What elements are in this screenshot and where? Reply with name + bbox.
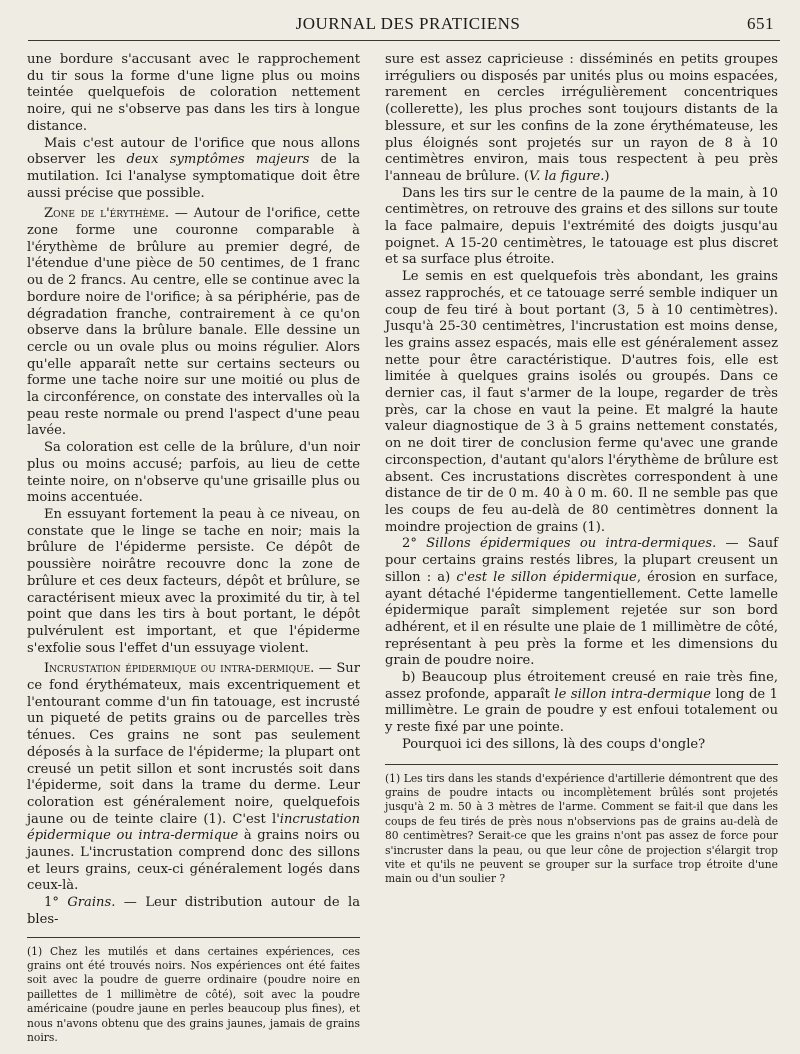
section-zone-erytheme: Zone de l'érythème. — Autour de l'orifice, cette zone forme une couronne comparable à l'érythème de brûlure au premier degré, de l'étendue d'une pièce de 50 centimes, de 1 franc ou de 2 francs. Au centre, elle se continue avec la bordure noire de l'orifice; à sa périphérie, pas de dégradation franche, contrairement à ce qu'on observe dans la brûlure banale. Elle dessine un cercle ou un ovale plus ou moins régulier. Alors qu'elle apparaît nette sur certains secteurs ou forme une tache noire sur une moitié ou plus de la circonférence, on constate des intervalles où la peau reste normale ou prend l'aspect d'une peau lavée. — [27, 206, 360, 439]
paragraph: une bordure s'accusant avec le rapprochement du tir sous la forme d'une ligne plus ou moins teintée quelquefois de coloration nettement noire, qui ne s'observe pas dans les tirs à longue distance. — [27, 52, 360, 134]
footnote-rule — [385, 764, 778, 765]
header-rule — [28, 40, 780, 41]
paragraph: Le semis en est quelquefois très abondant, les grains assez rapprochés, et ce tatouage serré semble indiquer un coup de feu tiré à bout portant (3, 5 à 10 centimètres). Jusqu'à 25-30 centimètres, l'incrustation est moins dense, les grains assez espacés, mais elle est généralement assez nette pour être caractéristique. D'autres fois, elle est limitée à quelques grains isolés ou groupés. Dans ce dernier cas, il faut s'armer de la loupe, regarder de très près, car la chose en vaut la peine. Et malgré la haute valeur diagnostique de 3 à 5 grains nettement constatés, on ne doit tirer de conclusion ferme qu'avec une grande circonspection, d'autant qu'alors l'érythème de brûlure est absent. Ces incrustations discrètes correspondent à une distance de tir de 0 m. 40 à 0 m. 60. Il ne semble pas que les coups de feu au-delà de 80 centimètres donnent la moindre projection de grains (1). — [385, 269, 778, 535]
section-incrustation: Incrustation épidermique ou intra-dermique. — Sur ce fond érythémateux, mais excentriquement et l'entourant comme d'un fin tatouage, est incrusté un piqueté de petits grains ou de parcelles très ténues. Ces grains ne sont pas seulement déposés à la surface de l'épiderme; la plupart ont creusé un petit sillon et sont incrustés soit dans l'épiderme, soit dans la trame du derme. Leur coloration est généralement noire, quelquefois jaune ou de teinte claire (1). C'est l'incrustation épidermique ou intra-dermique à grains noirs ou jaunes. L'incrustation comprend donc des sillons et leurs grains, ceux-ci généralement logés dans ceux-là. — [27, 661, 360, 894]
footnote: (1) Les tirs dans les stands d'expérience d'artillerie démontrent que des grains de poudre intacts ou incomplètement brûlés sont projetés jusqu'à 2 m. 50 à 3 mètres de l'arme. Comment se fait-il que dans les coups de feu tirés de près nous n'observions pas de grains au-delà de 80 centimètres? Serait-ce que les grains n'ont pas assez de force pour s'incruster dans la peau, ou que leur cône de projection s'élargit trop vite et qu'ils ne peuvent se grouper sur la surface trop étroite d'une main ou d'un soulier ? — [385, 771, 778, 886]
footnote: (1) Chez les mutilés et dans certaines expériences, ces grains ont été trouvés noirs. Nos expériences ont été faites soit avec la poudre de guerre ordinaire (poudre noire en paillettes de 1 millimètre de côté), soit avec la poudre américaine (poudre jaune en perles beaucoup plus fines), et nous n'avons obtenu que des grains jaunes, jamais de grains noirs. — [27, 944, 360, 1044]
footnote-rule — [27, 937, 360, 938]
paragraph: b) Beaucoup plus étroitement creusé en raie très fine, assez profonde, apparaît le sillon intra-dermique long de 1 millimètre. Le grain de poudre y est enfoui totalement ou y reste fixé par une pointe. — [385, 670, 778, 736]
section-heading: Zone de l'érythème. — [44, 206, 170, 222]
journal-title: JOURNAL DES PRATICIENS — [295, 14, 521, 33]
paragraph: Sa coloration est celle de la brûlure, d'un noir plus ou moins accusé; parfois, au lieu de cette teinte noire, on n'observe qu'une grisaille plus ou moins accentuée. — [27, 440, 360, 506]
right-column — [385, 52, 778, 887]
paragraph: Pourquoi ici des sillons, là des coups d'ongle? — [402, 736, 706, 752]
paragraph: En essuyant fortement la peau à ce niveau, on constate que le linge se tache en noir; mais la brûlure de l'épiderme persiste. Ce dépôt de poussière noirâtre recouvre donc la zone de brûlure et ces deux facteurs, dépôt et brûlure, se caractérisent mieux avec la proximité du tir, à tel point que dans les tirs à bout portant, le dépôt pulvérulent est important, et que l'épiderme s'exfolie sous l'effet d'un essuyage violent. — [27, 506, 360, 656]
section-sillons: 2° Sillons épidermiques ou intra-dermiques. — Sauf pour certains grains restés libres, la plupart creusent un sillon : a) c'est le sillon épidermique, érosion en surface, ayant détaché l'épiderme tangentiellement. Cette lamelle épidermique paraît simplement rejetée sur son bord adhérent, et il en résulte une plaie de 1 millimètre de côté, représentant à peu près la forme et les dimensions du grain de poudre noire. — [385, 536, 778, 669]
paragraph: sure est assez capricieuse : disséminés en petits groupes irréguliers ou disposés par unités plus ou moins espacées, rarement en cercles irrégulièrement concentriques (collerette), les plus proches sont toujours distants de la blessure, et sur les confins de la zone érythémateuse, les plus éloignés sont projetés sur un rayon de 8 à 10 centimètres environ, mais tous respectent à peu près l'anneau de brûlure. (V. la figure.) — [385, 52, 778, 184]
section-heading: Incrustation épidermique ou intra-dermique. — [44, 661, 315, 677]
running-header — [28, 14, 788, 36]
paragraph: Dans les tirs sur le centre de la paume de la main, à 10 centimètres, on retrouve des grains et des sillons sur toute la face palmaire, depuis l'extrémité des doigts jusqu'au poignet. A 15-20 centimètres, le tatouage est plus discret et sa surface plus étroite. — [385, 185, 778, 268]
page-number: 651 — [747, 14, 774, 33]
left-column — [27, 52, 360, 1045]
paragraph: Mais c'est autour de l'orifice que nous allons observer les deux symptômes majeurs de la mutilation. Ici l'analyse symptomatique doit être aussi précise que possible. — [27, 135, 360, 201]
paragraph: 1° Grains. — Leur distribution autour de la bles- — [27, 895, 361, 927]
